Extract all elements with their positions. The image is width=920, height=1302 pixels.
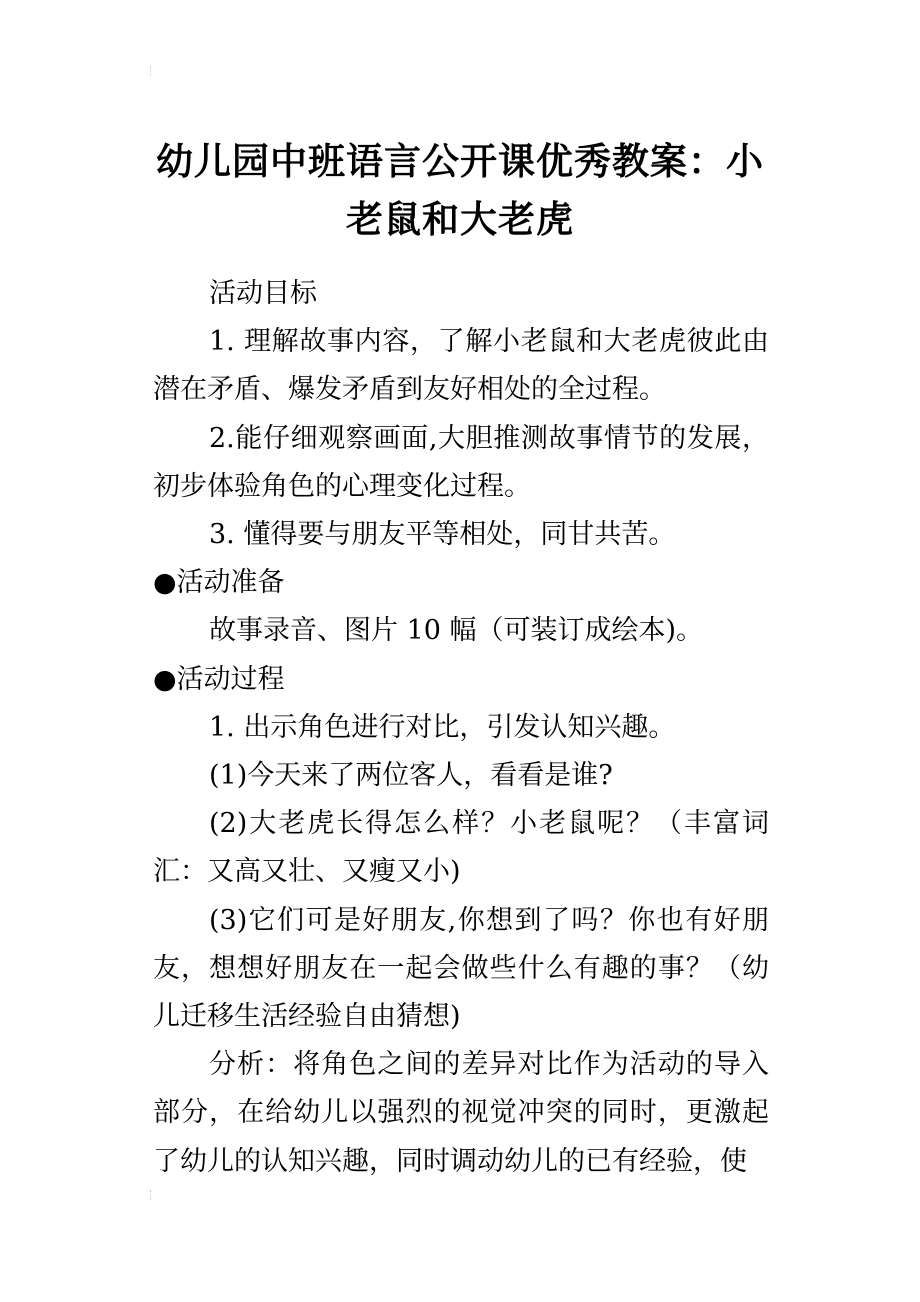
paragraph-process-1-3: (3)它们可是好朋友,你想到了吗？你也有好朋友，想想好朋友在一起会做些什么有趣的事？（幼儿迁移生活经验自由猜想): [153, 904, 769, 1033]
document-body: [153, 270, 769, 1186]
paragraph-process-1-2: (2)大老虎长得怎么样？小老鼠呢？（丰富词汇：又高又壮、又瘦又小): [153, 808, 769, 888]
document-title: 幼儿园中班语言公开课优秀教案：小老鼠和大老虎: [156, 139, 764, 241]
paragraph-preparation: 故事录音、图片 10 幅（可装订成绘本)。: [209, 615, 704, 647]
paragraph-goal-1: 1. 理解故事内容，了解小老鼠和大老虎彼此由潜在矛盾、爆发矛盾到友好相处的全过程。: [153, 326, 769, 406]
paragraph-goal-2: 2.能仔细观察画面,大胆推测故事情节的发展，初步体验角色的心理变化过程。: [153, 422, 769, 502]
paragraph-goals-heading: 活动目标: [209, 278, 317, 309]
paragraph-process-1-1: (1)今天来了两位客人，看看是谁?: [209, 760, 613, 792]
paragraph-process-1: 1. 出示角色进行对比，引发认知兴趣。: [209, 711, 676, 743]
paragraph-goal-3: 3. 懂得要与朋友平等相处，同甘共苦。: [209, 519, 676, 551]
paragraph-process-heading: ●活动过程: [153, 663, 285, 695]
paragraph-preparation-heading: ●活动准备: [153, 567, 285, 599]
paragraph-analysis: 分析：将角色之间的差异对比作为活动的导入部分，在给幼儿以强烈的视觉冲突的同时，更激起了幼儿的认知兴趣，同时调动幼儿的已有经验，使: [153, 1049, 769, 1177]
corner-mark-top: [150, 66, 157, 76]
corner-mark-bottom: [150, 1190, 157, 1200]
